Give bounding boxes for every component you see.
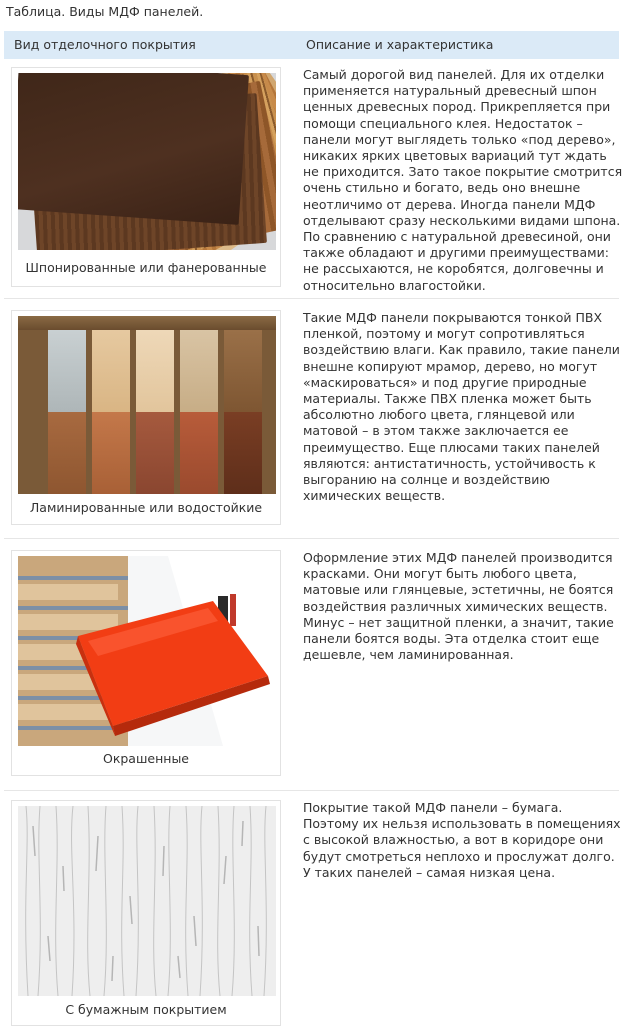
description-line: не приходится. Зато такое покрытие смотрится [303,164,623,180]
description-line: также обладают и другими преимуществами: [303,245,609,261]
row-painted-label: Окрашенные [102,751,190,766]
painted-panel-image [18,556,276,746]
description-line: панели боятся воды. Эта отделка стоит еще [303,631,600,647]
description-line: ценных древесных пород. Прикрепляется при [303,99,611,115]
description-line: панели могут выглядеть только «под дерево», [303,131,616,147]
description-line: преимущество. Еще плюсами таких панелей [303,439,600,455]
description-line: красками. Они могут быть любого цвета, [303,566,577,582]
description-line: являются: антистатичность, устойчивость к [303,455,596,471]
description-line: Самый дорогой вид панелей. Для их отделки [303,67,605,82]
description-line: абсолютно любого цвета, глянцевой или [303,407,575,423]
description-line: помощи специального клея. Недостаток – [303,115,583,131]
description-line: матовые или глянцевые, эстетичны, не боятся [303,582,614,598]
description-line: Оформление этих МДФ панелей производится [303,550,613,565]
laminated-samples-image [18,316,276,494]
description-line: с высокой влажностью, а вот в коридоре они [303,832,604,848]
description-line: У таких панелей – самая низкая цена. [303,864,556,880]
row-divider [4,298,619,299]
description-line: будут смотреться неплохо и прослужат долго. [303,848,615,864]
description-line: внешне копируют мрамор, дерево, но могут [303,358,598,374]
description-line: Поэтому их нельзя использовать в помещениях [303,816,621,832]
description-line: пленкой, поэтому и могут сопротивляться [303,326,585,342]
veneer-panels-image [18,73,276,250]
description-line: применяется натуральный древесный шпон [303,83,597,99]
row-divider [4,790,619,791]
description-line: относительно влагостойки. [303,277,486,293]
description-line: воздействию влаги. Как правило, такие панели [303,342,620,358]
header-col-finish-type: Вид отделочного покрытия [14,37,196,52]
description-line: По сравнению с натуральной древесиной, они [303,229,611,245]
row-laminated-label: Ламинированные или водостойкие [29,500,263,515]
table-header [4,31,619,59]
description-line: «маскироваться» и под другие природные [303,374,587,390]
row-veneered-card [11,67,281,287]
description-line: Минус – нет защитной пленки, а значит, такие [303,614,614,630]
table-caption: Таблица. Виды МДФ панелей. [6,4,204,19]
description-line: отделывают сразу несколькими видами шпона. [303,212,621,228]
row-laminated-description [303,310,620,504]
description-line: Покрытие такой МДФ панели – бумага. [303,800,563,815]
description-line: очень стильно и богато, ведь оно внешне [303,180,581,196]
row-veneered-label: Шпонированные или фанерованные [25,260,267,275]
header-col-description: Описание и характеристика [306,37,494,52]
description-line: не рассыхаются, не коробятся, долговечны и [303,261,604,277]
row-paper-card [11,800,281,1026]
paper-coated-panel-image [18,806,276,996]
description-line: воздействия различных химических веществ. [303,598,608,614]
description-line: никаких ярких цветовых вариаций тут ждать [303,148,607,164]
description-line: химических веществ. [303,488,446,504]
description-line: материалы. Также ПВХ пленка может быть [303,391,592,407]
row-painted-card [11,550,281,776]
description-line: Такие МДФ панели покрываются тонкой ПВХ [303,310,603,325]
row-paper-label: С бумажным покрытием [65,1002,227,1017]
row-divider [4,538,619,539]
row-laminated-card [11,310,281,525]
description-line: выгоранию на солнце и воздействию [303,472,550,488]
description-line: дешевле, чем ламинированная. [303,647,514,663]
row-paper-description [303,800,621,881]
row-painted-description [303,550,613,663]
description-line: матовой – в этом также заключается ее [303,423,569,439]
row-veneered-description [303,67,623,294]
description-line: неотличимо от дерева. Иногда панели МДФ [303,196,596,212]
